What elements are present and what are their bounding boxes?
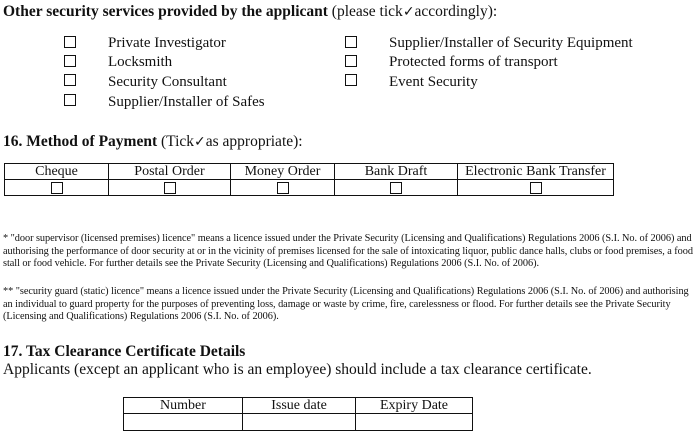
bank-draft-cell [335,180,458,196]
col-electronic-transfer: Electronic Bank Transfer [458,164,614,180]
security-consultant-checkbox[interactable] [64,74,76,86]
option-locksmith: Locksmith [108,54,173,70]
electronic-transfer-checkbox[interactable] [530,182,542,194]
other-services-note-pre: (please tick [331,3,403,20]
postal-order-checkbox[interactable] [164,182,176,194]
protected-transport-checkbox[interactable] [345,55,357,67]
option-supplier-safes: Supplier/Installer of Safes [108,94,265,110]
private-investigator-checkbox[interactable] [64,36,76,48]
tax-clearance-table [123,397,473,431]
money-order-cell [231,180,335,196]
cheque-checkbox[interactable] [51,182,63,194]
tick-mark-icon: ✓ [402,4,415,20]
issue-date-field[interactable] [243,414,356,431]
footnote-door-supervisor: * "door supervisor (licensed premises) licence" means a licence issued under the Private Security (Licensing and Qualifications) Regulations 2006 (S.I. No. of 2006) and authorising the performance of door security at or in the vicinity of premises licensed for the sale of intoxicating liquor, public dance halls, clubs or food premises, a food stall or food vehicle. For further details see the Private Security (Licensing and Qualifications) Regulations 2006 (S.I. No. of 2006). [3,233,693,270]
other-services-heading [3,3,497,21]
tax-entry-row [124,414,473,431]
number-field[interactable] [124,414,243,431]
col-issue-date: Issue date [243,398,356,414]
option-protected-transport: Protected forms of transport [389,54,558,70]
event-security-checkbox[interactable] [345,74,357,86]
postal-order-cell [109,180,231,196]
tax-header-row [124,398,473,414]
locksmith-checkbox[interactable] [64,55,76,67]
payment-note-pre: (Tick [161,133,195,150]
section-16-number: 16. [3,133,23,150]
bank-draft-checkbox[interactable] [390,182,402,194]
electronic-transfer-cell [458,180,614,196]
col-expiry-date: Expiry Date [356,398,473,414]
option-security-consultant: Security Consultant [108,74,227,90]
col-postal-order: Postal Order [109,164,231,180]
expiry-date-field[interactable] [356,414,473,431]
payment-header-row [5,164,614,180]
supplier-safes-checkbox[interactable] [64,94,76,106]
money-order-checkbox[interactable] [277,182,289,194]
option-security-equipment: Supplier/Installer of Security Equipment [389,35,633,51]
footnote-security-guard: ** "security guard (static) licence" means a licence issued under the Private Security (Licensing and Qualifications) Regulations 2006 (S.I. No. of 2006) and authorising an individual to guard property for the purposes of preventing loss, damage or waste by crime, fire, carelessness or flood. For further details see the Private Security (Licensing and Qualifications) Regulations 2006 (S.I. No. of 2006). [3,286,689,323]
tax-clearance-title: 17. Tax Clearance Certificate Details [3,343,246,360]
col-number: Number [124,398,243,414]
payment-title: Method of Payment [26,133,158,150]
col-bank-draft: Bank Draft [335,164,458,180]
other-services-note-post: accordingly): [414,3,498,20]
payment-note-post: as appropriate): [205,133,303,150]
payment-checkbox-row [5,180,614,196]
cheque-cell [5,180,109,196]
other-services-title: Other security services provided by the applicant [3,3,328,20]
payment-heading [3,133,303,151]
col-cheque: Cheque [5,164,109,180]
tax-clearance-subtitle: Applicants (except an applicant who is an employee) should include a tax clearance certificate. [3,361,592,378]
tick-mark-icon: ✓ [194,134,206,150]
security-equipment-checkbox[interactable] [345,36,357,48]
option-private-investigator: Private Investigator [108,35,226,51]
payment-method-table [4,163,614,196]
option-event-security: Event Security [389,74,478,90]
col-money-order: Money Order [231,164,335,180]
